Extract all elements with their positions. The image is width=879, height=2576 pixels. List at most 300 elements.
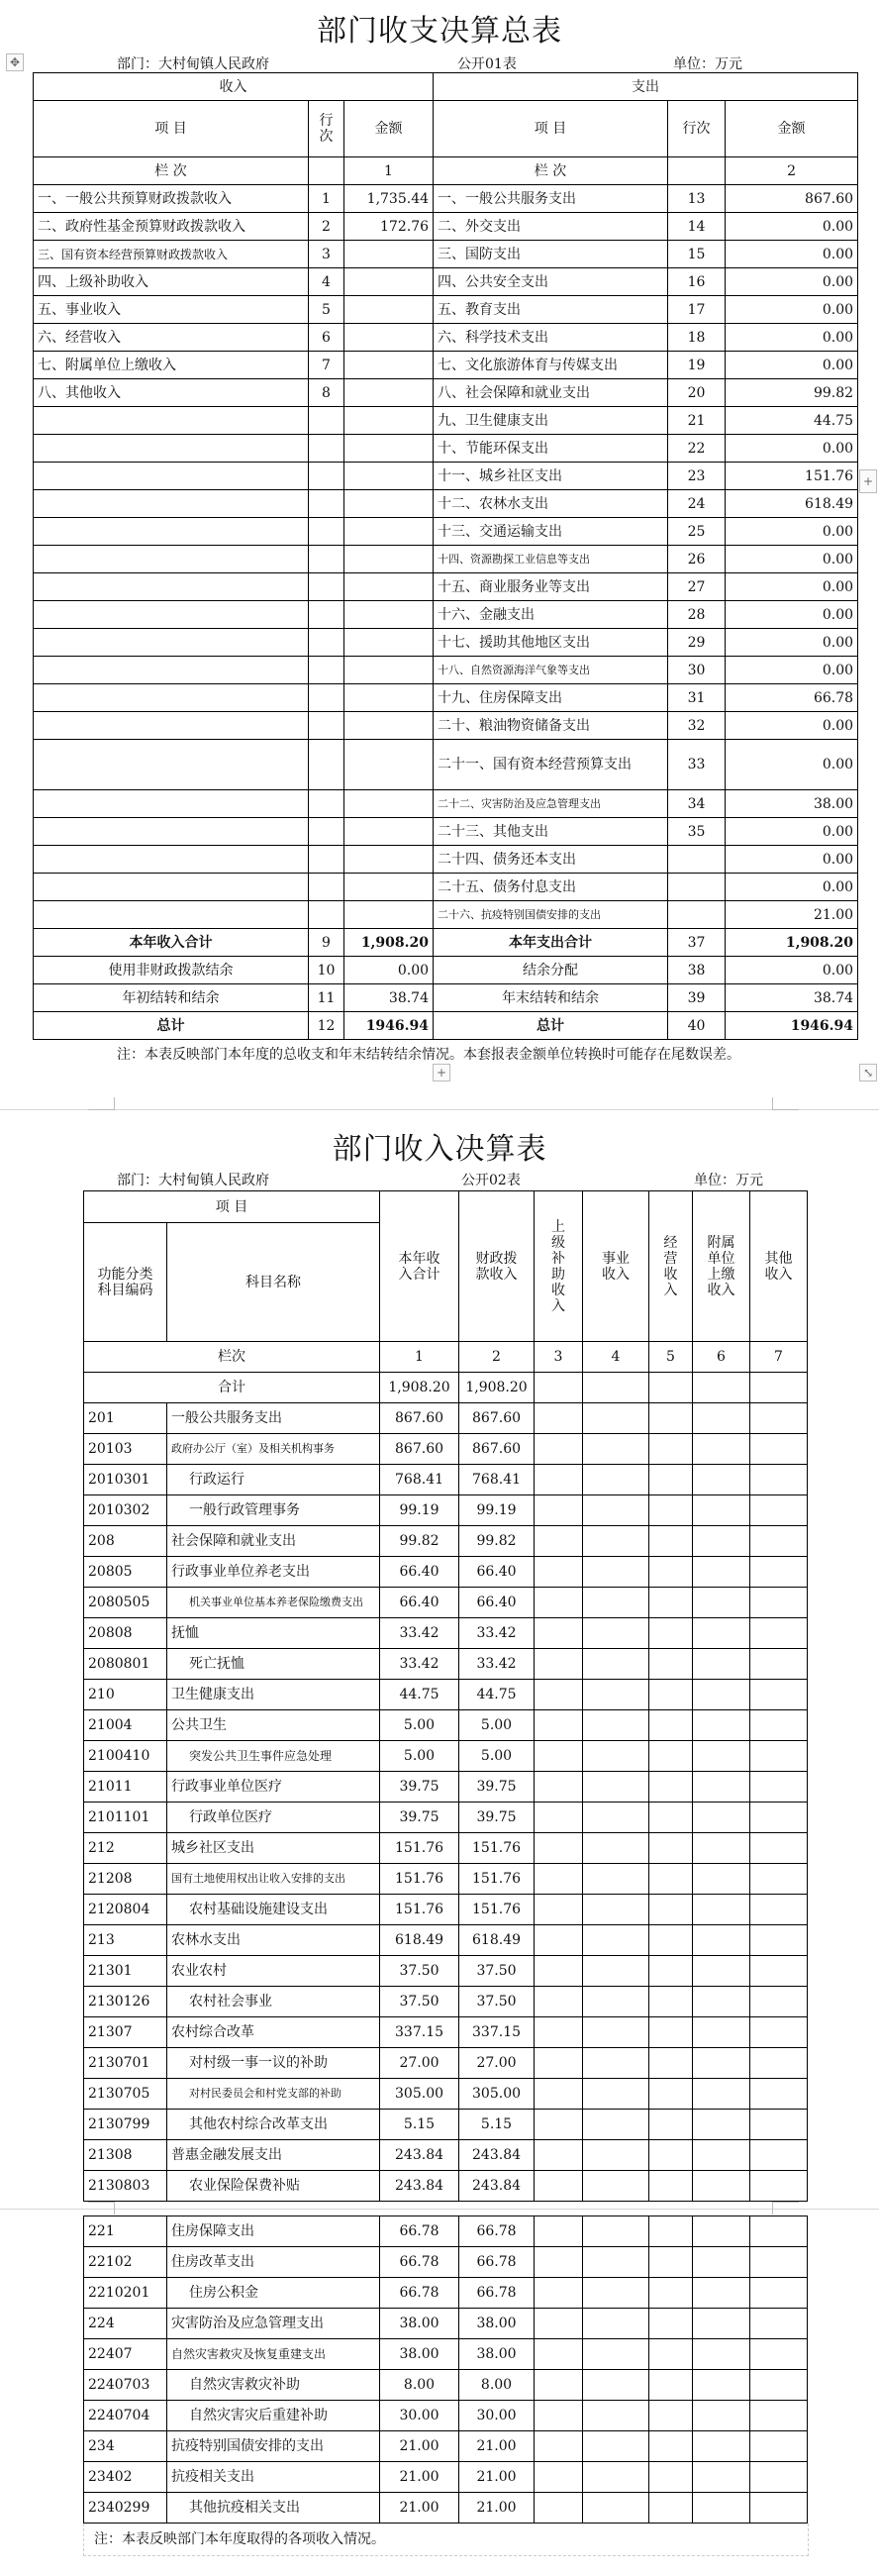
- empty-cell: [535, 1373, 583, 1403]
- empty-cell: [693, 1833, 750, 1864]
- table-row: [34, 573, 858, 601]
- expense-line-number: 27: [668, 573, 726, 601]
- subject-code: 2340299: [84, 2493, 167, 2524]
- table-row: [34, 546, 858, 573]
- subject-name: 自然灾害救灾补助: [167, 2370, 380, 2401]
- table2-unit: 单位：万元: [694, 1173, 763, 1188]
- col-amount: 金额: [344, 101, 434, 157]
- empty-cell: [649, 1895, 693, 1925]
- empty-cell: [535, 2462, 583, 2493]
- empty-cell: [693, 2048, 750, 2079]
- empty-cell: [649, 2247, 693, 2278]
- empty-cell: [583, 2110, 649, 2140]
- expense-line-number: 22: [668, 435, 726, 463]
- table-row: [84, 2216, 808, 2247]
- income-item-name: [34, 712, 309, 740]
- empty-cell: [649, 2431, 693, 2462]
- empty-cell: [583, 1434, 649, 1465]
- empty-cell: [535, 1803, 583, 1833]
- empty-cell: [649, 1741, 693, 1772]
- income-amount: [344, 712, 434, 740]
- expense-item-name: 二十二、灾害防治及应急管理支出: [434, 790, 668, 818]
- table-row: [84, 2493, 808, 2524]
- add-row-icon[interactable]: +: [859, 469, 877, 493]
- total-income-value: 337.15: [380, 2017, 459, 2048]
- table-resize-icon[interactable]: ⤡: [859, 1064, 877, 1082]
- table-row: [34, 185, 858, 213]
- income-item-name: [34, 573, 309, 601]
- empty-cell: [583, 2339, 649, 2370]
- empty-cell: [693, 2401, 750, 2431]
- empty-cell: [535, 1618, 583, 1649]
- table-row: [34, 818, 858, 846]
- expense-amount: 151.76: [726, 463, 858, 490]
- empty-cell: [750, 2247, 808, 2278]
- empty-cell: [649, 2216, 693, 2247]
- empty-cell: [649, 1434, 693, 1465]
- page-break: [0, 1109, 879, 1110]
- income-item-name: [34, 407, 309, 435]
- expense-line-number: 20: [668, 379, 726, 407]
- empty-cell: [693, 1588, 750, 1618]
- empty-cell: [583, 2493, 649, 2524]
- subject-name: 城乡社区支出: [167, 1833, 380, 1864]
- empty-cell: [750, 2401, 808, 2431]
- income-item-name: [34, 740, 309, 790]
- subject-code: 23402: [84, 2462, 167, 2493]
- table-row: [84, 1649, 808, 1680]
- empty-cell: [750, 1373, 808, 1403]
- fiscal-income-value: 99.82: [459, 1526, 535, 1557]
- add-column-icon[interactable]: +: [433, 1064, 450, 1082]
- table-row: [84, 1833, 808, 1864]
- subject-name: 国有土地使用权出让收入安排的支出: [167, 1864, 380, 1895]
- total-row: [34, 929, 858, 957]
- total-income-value: 37.50: [380, 1956, 459, 1987]
- empty-cell: [535, 1925, 583, 1956]
- table-row: [84, 1465, 808, 1495]
- fiscal-income-value: 243.84: [459, 2140, 535, 2171]
- fiscal-income-value: 768.41: [459, 1465, 535, 1495]
- col-amount: 金额: [726, 101, 858, 157]
- income-header: 收入: [34, 73, 434, 101]
- empty-cell: [750, 2339, 808, 2370]
- empty-cell: [583, 1680, 649, 1710]
- empty-cell: [535, 2110, 583, 2140]
- subject-code: 2010301: [84, 1465, 167, 1495]
- expense-item-name: 一、一般公共服务支出: [434, 185, 668, 213]
- income-amount: [344, 657, 434, 684]
- table-row: [84, 1741, 808, 1772]
- total-income-value: 21.00: [380, 2462, 459, 2493]
- empty-cell: [750, 1772, 808, 1803]
- income-item-name: [34, 463, 309, 490]
- empty-cell: [693, 1987, 750, 2017]
- total-income-value: 5.00: [380, 1741, 459, 1772]
- income-line-number: [309, 790, 344, 818]
- expense-amount: 38.00: [726, 790, 858, 818]
- income-line-number: [309, 818, 344, 846]
- header-affiliate-income: 附属单位上缴收入: [693, 1191, 750, 1342]
- table1-footer: [0, 1040, 879, 1080]
- fiscal-income-value: 37.50: [459, 1956, 535, 1987]
- table1-section: [0, 72, 879, 1080]
- empty-cell: [693, 2431, 750, 2462]
- empty-cell: [750, 1495, 808, 1526]
- empty-cell: [649, 1925, 693, 1956]
- table1-code: 公开01表: [457, 56, 517, 72]
- subject-code: 20808: [84, 1618, 167, 1649]
- income-item-name: [34, 490, 309, 518]
- fiscal-income-value: 21.00: [459, 2431, 535, 2462]
- subject-name: 卫生健康支出: [167, 1680, 380, 1710]
- empty-cell: [750, 1710, 808, 1741]
- empty-cell: [583, 2048, 649, 2079]
- expense-item-name: 三、国防支出: [434, 241, 668, 268]
- empty-cell: [750, 2370, 808, 2401]
- empty-cell: [535, 2171, 583, 2202]
- income-line-number: [309, 874, 344, 901]
- total-income-value: 8.00: [380, 2370, 459, 2401]
- income-line-number: [309, 601, 344, 629]
- expense-item-name: 二十六、抗疫特别国债安排的支出: [434, 901, 668, 929]
- empty-cell: [649, 2110, 693, 2140]
- fiscal-income-value: 243.84: [459, 2171, 535, 2202]
- expense-line-number: 28: [668, 601, 726, 629]
- empty-cell: [649, 2140, 693, 2171]
- total-income-value: 151.76: [380, 1895, 459, 1925]
- subject-name: 社会保障和就业支出: [167, 1526, 380, 1557]
- empty-cell: [750, 2079, 808, 2110]
- expense-total-amount: 38.74: [726, 984, 858, 1012]
- expense-item-name: 十五、商业服务业等支出: [434, 573, 668, 601]
- fiscal-income-value: 337.15: [459, 2017, 535, 2048]
- empty-cell: [583, 1373, 649, 1403]
- page-corner-mark: [772, 2202, 799, 2215]
- expense-amount: 0.00: [726, 657, 858, 684]
- empty-cell: [693, 1557, 750, 1588]
- expense-item-name: 十四、资源勘探工业信息等支出: [434, 546, 668, 573]
- empty-cell: [750, 2017, 808, 2048]
- empty-cell: [649, 1956, 693, 1987]
- table-move-handle-icon[interactable]: ✥: [6, 53, 24, 71]
- total-income-value: 867.60: [380, 1403, 459, 1434]
- income-line-number: 7: [309, 352, 344, 379]
- expense-line-number: 21: [668, 407, 726, 435]
- table-row: [34, 490, 858, 518]
- empty-cell: [535, 2216, 583, 2247]
- empty-cell: [583, 2278, 649, 2309]
- empty-cell: [583, 2431, 649, 2462]
- fiscal-income-value: 39.75: [459, 1803, 535, 1833]
- fiscal-income-value: 867.60: [459, 1403, 535, 1434]
- empty-cell: [750, 1803, 808, 1833]
- income-amount: 172.76: [344, 213, 434, 241]
- income-item-name: [34, 684, 309, 712]
- table-row: [34, 213, 858, 241]
- income-item-name: [34, 601, 309, 629]
- fiscal-income-value: 151.76: [459, 1833, 535, 1864]
- fiscal-income-value: 5.00: [459, 1710, 535, 1741]
- total-income-value: 38.00: [380, 2339, 459, 2370]
- subject-name: 抚恤: [167, 1618, 380, 1649]
- subject-name: 农业农村: [167, 1956, 380, 1987]
- table-row: [34, 874, 858, 901]
- seq-1: 1: [344, 157, 434, 185]
- income-item-name: [34, 874, 309, 901]
- table-header-row: [34, 101, 858, 157]
- empty-cell: [535, 1465, 583, 1495]
- empty-cell: [693, 1741, 750, 1772]
- empty-cell: [693, 1925, 750, 1956]
- header-total-income: 本年收入合计: [380, 1191, 459, 1342]
- empty-cell: [583, 2216, 649, 2247]
- empty-cell: [649, 2278, 693, 2309]
- income-line-number: [309, 629, 344, 657]
- expense-line-number: 13: [668, 185, 726, 213]
- empty-cell: [535, 2079, 583, 2110]
- empty-cell: [649, 2309, 693, 2339]
- subject-code: 21011: [84, 1772, 167, 1803]
- expense-item-name: 二十三、其他支出: [434, 818, 668, 846]
- fiscal-income-value: 37.50: [459, 1987, 535, 2017]
- empty-cell: [693, 2278, 750, 2309]
- empty-cell: [649, 2401, 693, 2431]
- income-line-number: [309, 684, 344, 712]
- header-operating-income: 经营收入: [649, 1191, 693, 1342]
- table-row: [84, 2339, 808, 2370]
- total-income-value: 44.75: [380, 1680, 459, 1710]
- income-line-number: 4: [309, 268, 344, 296]
- subject-name: 住房保障支出: [167, 2216, 380, 2247]
- expense-amount: 0.00: [726, 874, 858, 901]
- empty-cell: [535, 1710, 583, 1741]
- expense-total-amount: 1946.94: [726, 1012, 858, 1040]
- subject-name: 农村基础设施建设支出: [167, 1895, 380, 1925]
- expense-line-number: 39: [668, 984, 726, 1012]
- fiscal-income-value: 66.78: [459, 2247, 535, 2278]
- empty-cell: [693, 1680, 750, 1710]
- total-income-value: 39.75: [380, 1772, 459, 1803]
- table-row: [34, 463, 858, 490]
- income-amount: [344, 352, 434, 379]
- table-row: [84, 2401, 808, 2431]
- empty-cell: [649, 1987, 693, 2017]
- subject-name: 普惠金融发展支出: [167, 2140, 380, 2171]
- empty-cell: [649, 2171, 693, 2202]
- income-line-number: [309, 490, 344, 518]
- income-amount: [344, 268, 434, 296]
- table-header-row: [84, 1191, 808, 1223]
- expense-item-name: 九、卫生健康支出: [434, 407, 668, 435]
- expense-line-number: 14: [668, 213, 726, 241]
- expense-amount: 0.00: [726, 846, 858, 874]
- expense-amount: 0.00: [726, 352, 858, 379]
- empty-cell: [535, 1495, 583, 1526]
- subject-code: 20103: [84, 1434, 167, 1465]
- expense-item-name: 二十、粮油物资储备支出: [434, 712, 668, 740]
- empty-cell: [649, 1465, 693, 1495]
- empty-cell: [693, 2017, 750, 2048]
- expense-amount: 44.75: [726, 407, 858, 435]
- income-item-name: [34, 629, 309, 657]
- empty-cell: [649, 2339, 693, 2370]
- empty-cell: [649, 1864, 693, 1895]
- expense-line-number: 16: [668, 268, 726, 296]
- col-line: 行次: [309, 101, 344, 157]
- empty-cell: [309, 157, 344, 185]
- empty-cell: [649, 2017, 693, 2048]
- income-line-number: [309, 518, 344, 546]
- empty-cell: [750, 1956, 808, 1987]
- empty-cell: [583, 2079, 649, 2110]
- expense-amount: 0.00: [726, 818, 858, 846]
- fiscal-income-value: 99.19: [459, 1495, 535, 1526]
- empty-cell: [649, 1588, 693, 1618]
- empty-cell: [693, 1526, 750, 1557]
- income-amount: [344, 241, 434, 268]
- empty-cell: [535, 2431, 583, 2462]
- header-fiscal-income: 财政拨款收入: [459, 1191, 535, 1342]
- income-line-number: 2: [309, 213, 344, 241]
- empty-cell: [750, 2171, 808, 2202]
- table-row: [84, 2140, 808, 2171]
- empty-cell: [750, 1680, 808, 1710]
- income-line-number: 5: [309, 296, 344, 324]
- empty-cell: [535, 1526, 583, 1557]
- income-line-number: 3: [309, 241, 344, 268]
- subject-code: 2240704: [84, 2401, 167, 2431]
- page-corner-mark: [88, 1097, 115, 1110]
- subject-code: 2080505: [84, 1588, 167, 1618]
- subject-name: 农林水支出: [167, 1925, 380, 1956]
- table-row: [34, 268, 858, 296]
- total-income-value: 99.82: [380, 1526, 459, 1557]
- total-row: [34, 1012, 858, 1040]
- income-amount: [344, 379, 434, 407]
- empty-cell: [693, 1618, 750, 1649]
- total-income-value: 39.75: [380, 1803, 459, 1833]
- total-income-value: 99.19: [380, 1495, 459, 1526]
- total-income-value: 243.84: [380, 2140, 459, 2171]
- expense-line-number: 40: [668, 1012, 726, 1040]
- table-row: [84, 1864, 808, 1895]
- empty-cell: [535, 1741, 583, 1772]
- empty-cell: [649, 1403, 693, 1434]
- empty-cell: [750, 2216, 808, 2247]
- income-amount: [344, 324, 434, 352]
- empty-cell: [693, 1434, 750, 1465]
- expense-amount: 0.00: [726, 435, 858, 463]
- table1-note: 注：本表反映部门本年度的总收支和年末结转结余情况。本套报表金额单位转换时可能存在尾数误差。: [117, 1047, 740, 1063]
- empty-cell: [535, 1434, 583, 1465]
- subject-name: 农业保险保费补贴: [167, 2171, 380, 2202]
- income-table: [83, 1190, 808, 2202]
- total-income-value: 66.78: [380, 2278, 459, 2309]
- table-row: [34, 790, 858, 818]
- table-row: [84, 1403, 808, 1434]
- table-row: [34, 629, 858, 657]
- expense-item-name: 二、外交支出: [434, 213, 668, 241]
- seq-3: 3: [535, 1342, 583, 1373]
- expense-amount: 0.00: [726, 296, 858, 324]
- table-row: [84, 2017, 808, 2048]
- expense-amount: 0.00: [726, 740, 858, 790]
- empty-cell: [750, 2278, 808, 2309]
- subject-code: 2101101: [84, 1803, 167, 1833]
- income-amount: [344, 790, 434, 818]
- expense-line-number: 34: [668, 790, 726, 818]
- empty-cell: [535, 2017, 583, 2048]
- table-row: [84, 1495, 808, 1526]
- table-row: [84, 2462, 808, 2493]
- header-item: 项 目: [84, 1191, 380, 1223]
- table-row: [34, 324, 858, 352]
- empty-cell: [649, 1373, 693, 1403]
- expense-line-number: 33: [668, 740, 726, 790]
- expense-amount: 0.00: [726, 268, 858, 296]
- subject-code: 234: [84, 2431, 167, 2462]
- table2-section: [0, 1190, 879, 2556]
- empty-cell: [583, 1987, 649, 2017]
- total-income-value: 66.78: [380, 2216, 459, 2247]
- empty-cell: [750, 1741, 808, 1772]
- subject-name: 对村民委员会和村党支部的补助: [167, 2079, 380, 2110]
- income-line-number: [309, 407, 344, 435]
- table2-note: 注：本表反映部门本年度取得的各项收入情况。: [83, 2524, 809, 2556]
- empty-cell: [750, 1925, 808, 1956]
- empty-cell: [750, 2140, 808, 2171]
- total-income-value: 867.60: [380, 1434, 459, 1465]
- subject-name: 政府办公厅（室）及相关机构事务: [167, 1434, 380, 1465]
- income-amount: [344, 435, 434, 463]
- expense-amount: 618.49: [726, 490, 858, 518]
- empty-cell: [583, 1588, 649, 1618]
- empty-cell: [535, 1649, 583, 1680]
- empty-cell: [649, 2493, 693, 2524]
- subject-code: 21307: [84, 2017, 167, 2048]
- income-item-name: [34, 901, 309, 929]
- subject-code: 210: [84, 1680, 167, 1710]
- income-item-name: [34, 818, 309, 846]
- subject-name: 公共卫生: [167, 1710, 380, 1741]
- empty-cell: [693, 1864, 750, 1895]
- column-seq-row: [84, 1342, 808, 1373]
- income-item-name: [34, 846, 309, 874]
- empty-cell: [693, 1465, 750, 1495]
- empty-cell: [535, 2370, 583, 2401]
- expense-line-number: 35: [668, 818, 726, 846]
- fiscal-income-value: 5.15: [459, 2110, 535, 2140]
- subject-code: 201: [84, 1403, 167, 1434]
- expense-line-number: 24: [668, 490, 726, 518]
- subject-name: 住房改革支出: [167, 2247, 380, 2278]
- table-row: [34, 684, 858, 712]
- expense-item-name: 十一、城乡社区支出: [434, 463, 668, 490]
- empty-cell: [649, 2370, 693, 2401]
- expense-amount: 0.00: [726, 712, 858, 740]
- empty-cell: [649, 1618, 693, 1649]
- expense-total-label: 总计: [434, 1012, 668, 1040]
- table-row: [34, 296, 858, 324]
- income-line-number: [309, 740, 344, 790]
- subject-code: 2130803: [84, 2171, 167, 2202]
- table1-title: 部门收支决算总表: [317, 14, 562, 49]
- income-amount: [344, 629, 434, 657]
- subject-code: 21004: [84, 1710, 167, 1741]
- expense-total-label: 年末结转和结余: [434, 984, 668, 1012]
- expense-item-name: 十、节能环保支出: [434, 435, 668, 463]
